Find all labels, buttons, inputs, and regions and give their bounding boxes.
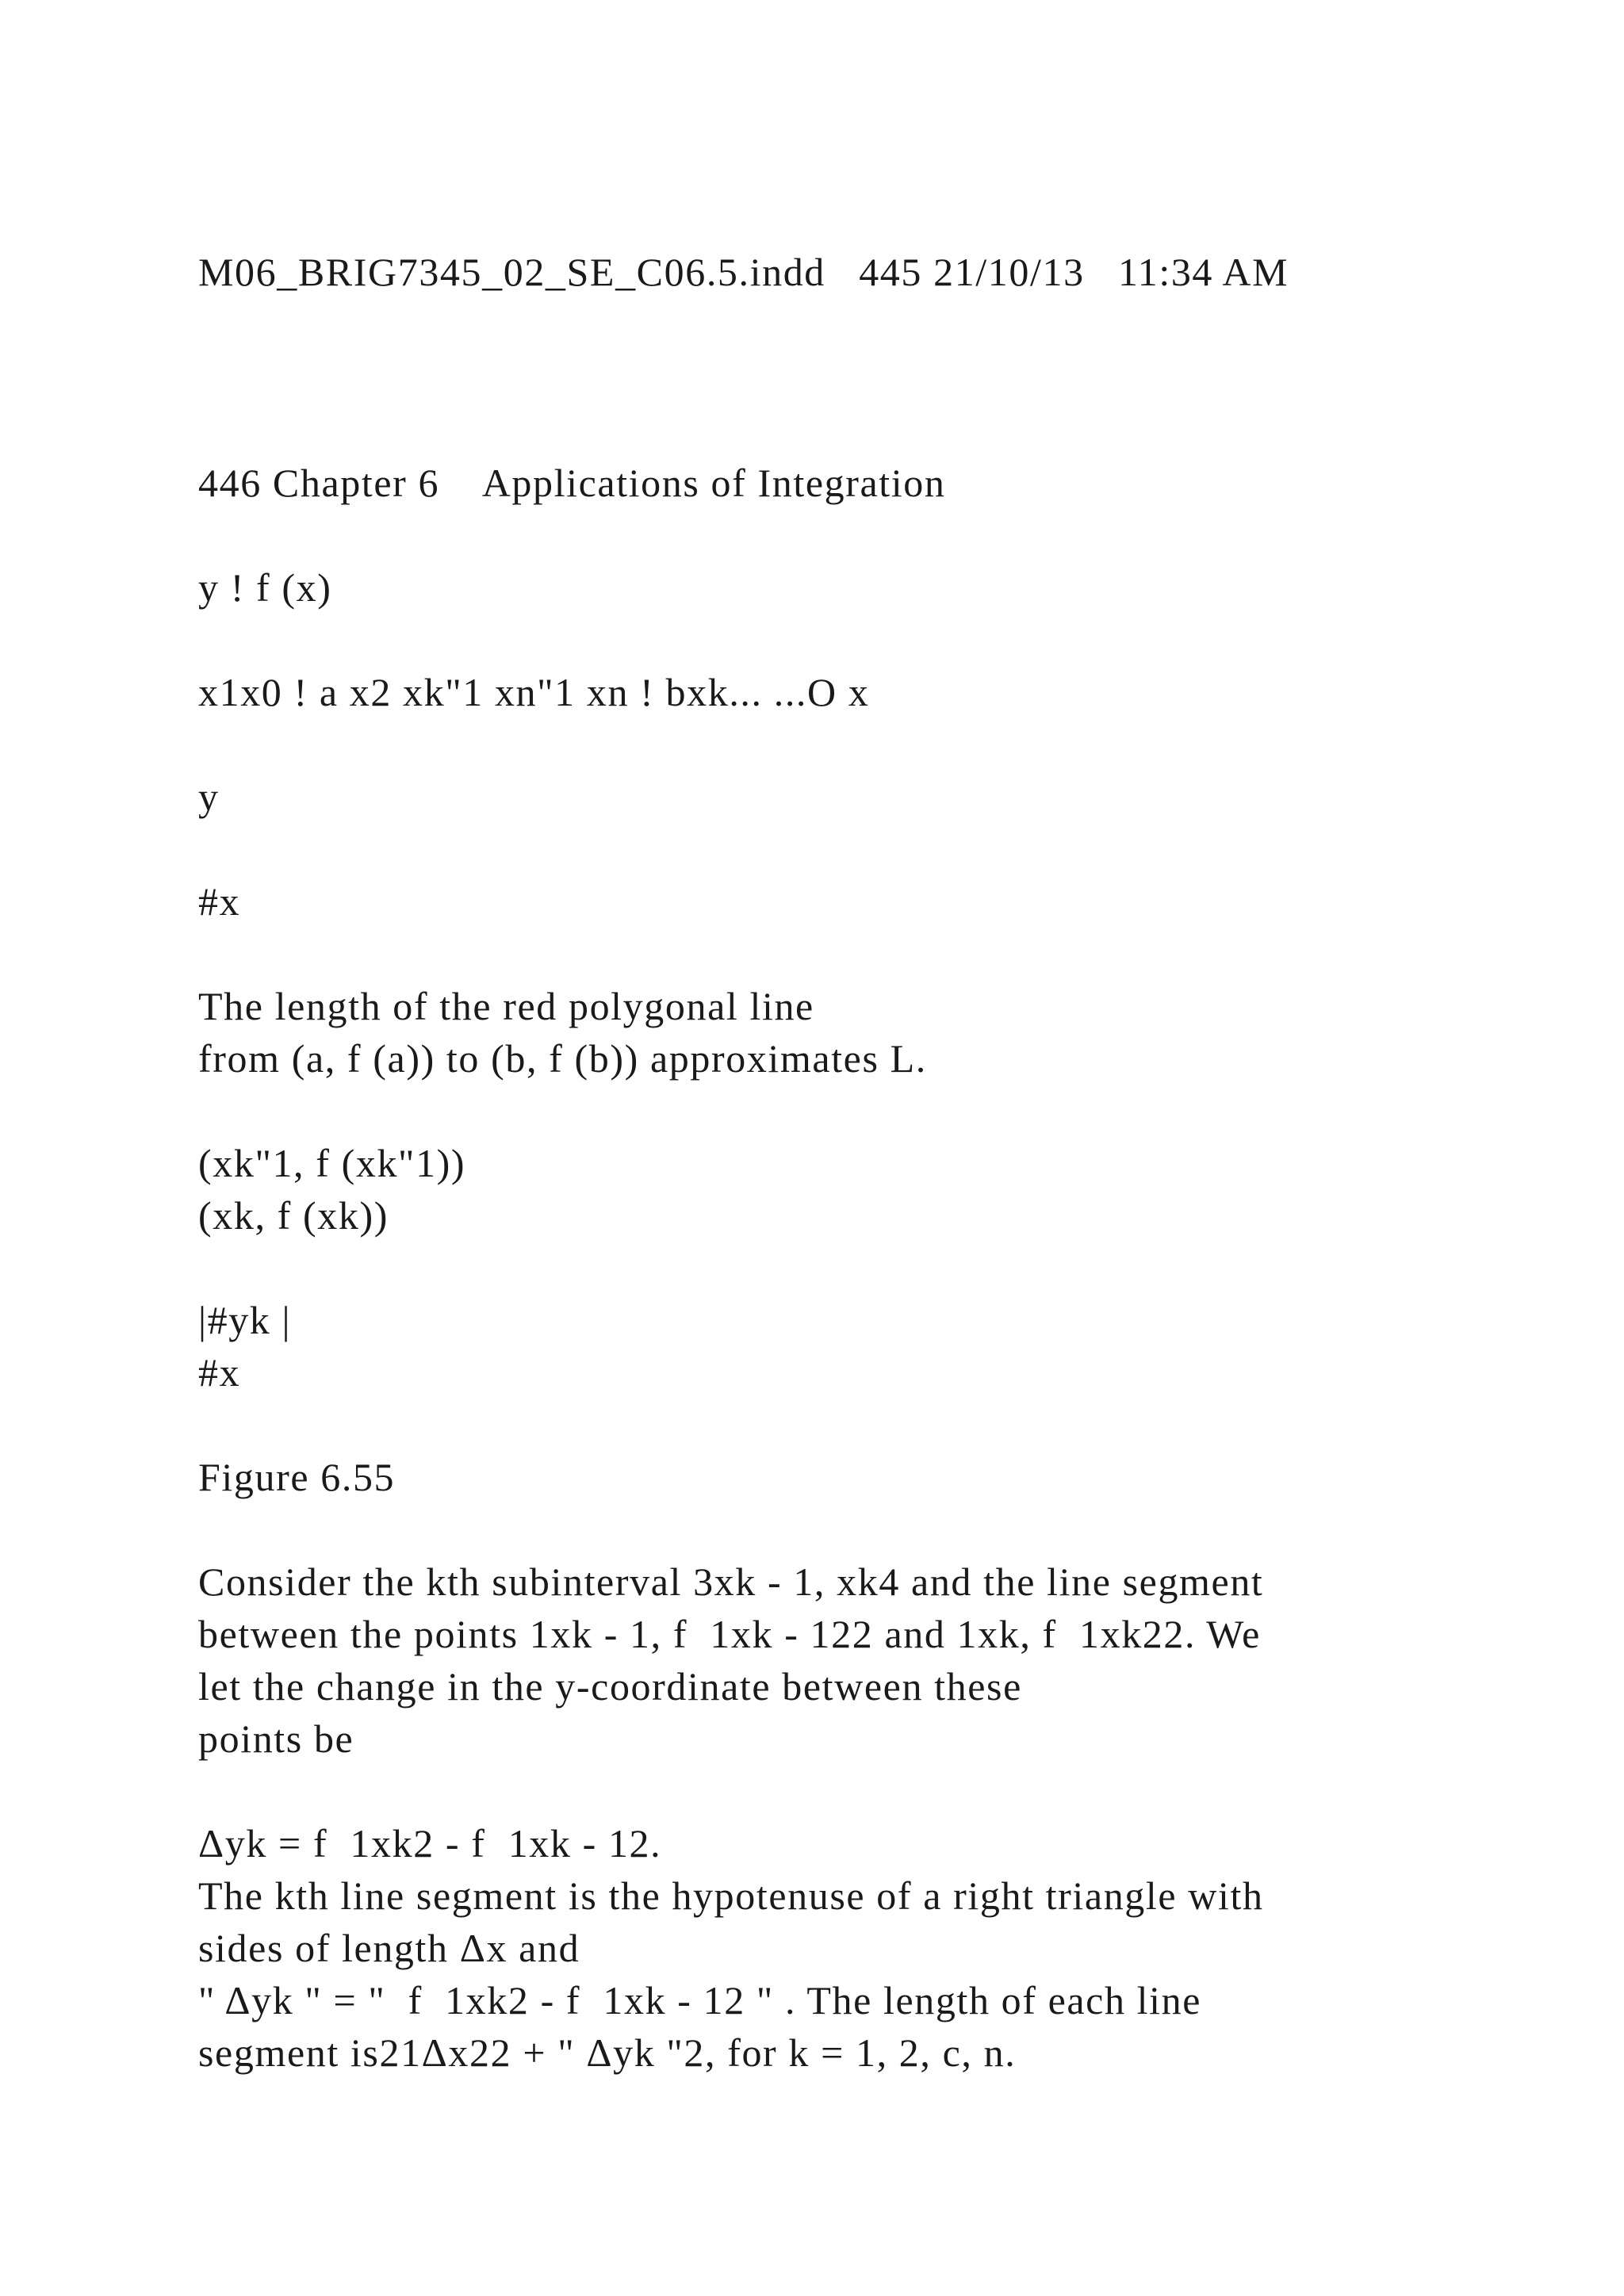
paragraph-1-line-4: points be [198, 1716, 354, 1761]
paragraph-2-line-5: segment is21Δx22 + " Δyk "2, for k = 1, 2, c, n. [198, 2030, 1017, 2075]
figure-delta-x-label: #x [198, 879, 241, 924]
paragraph-2-line-4: " Δyk " = " f 1xk2 - f 1xk - 12 " . The length of each line [198, 1978, 1202, 2022]
figure-caption-line-1: The length of the red polygonal line [198, 984, 814, 1028]
figure-x-axis-labels: x1x0 ! a x2 xk"1 xn"1 xn ! bxk... ...O x [198, 670, 870, 714]
figure-delta-x-label-2: #x [198, 1350, 241, 1395]
figure-delta-yk-label: |#yk | [198, 1298, 292, 1342]
paragraph-1-line-3: let the change in the y-coordinate between these [198, 1664, 1022, 1709]
figure-title: Figure 6.55 [198, 1455, 396, 1499]
paragraph-2-line-2: The kth line segment is the hypotenuse of a right triangle with [198, 1873, 1264, 1918]
figure-caption-line-2: from (a, f (a)) to (b, f (b)) approximates L. [198, 1036, 927, 1081]
paragraph-1-line-1: Consider the kth subinterval 3xk - 1, xk4 and the line segment [198, 1559, 1264, 1604]
figure-curve-label: y ! f (x) [198, 565, 332, 610]
paragraph-2-line-3: sides of length Δx and [198, 1926, 580, 1970]
figure-point-curr: (xk, f (xk)) [198, 1193, 389, 1238]
figure-y-axis-label: y [198, 775, 220, 819]
paragraph-2-line-1: Δyk = f 1xk2 - f 1xk - 12. [198, 1821, 662, 1866]
file-header: M06_BRIG7345_02_SE_C06.5.indd 445 21/10/13 11:34 AM [198, 250, 1289, 294]
figure-point-prev: (xk"1, f (xk"1)) [198, 1141, 466, 1185]
paragraph-1-line-2: between the points 1xk - 1, f 1xk - 122 and 1xk, f 1xk22. We [198, 1612, 1261, 1656]
page-header: 446 Chapter 6 Applications of Integration [198, 461, 946, 505]
